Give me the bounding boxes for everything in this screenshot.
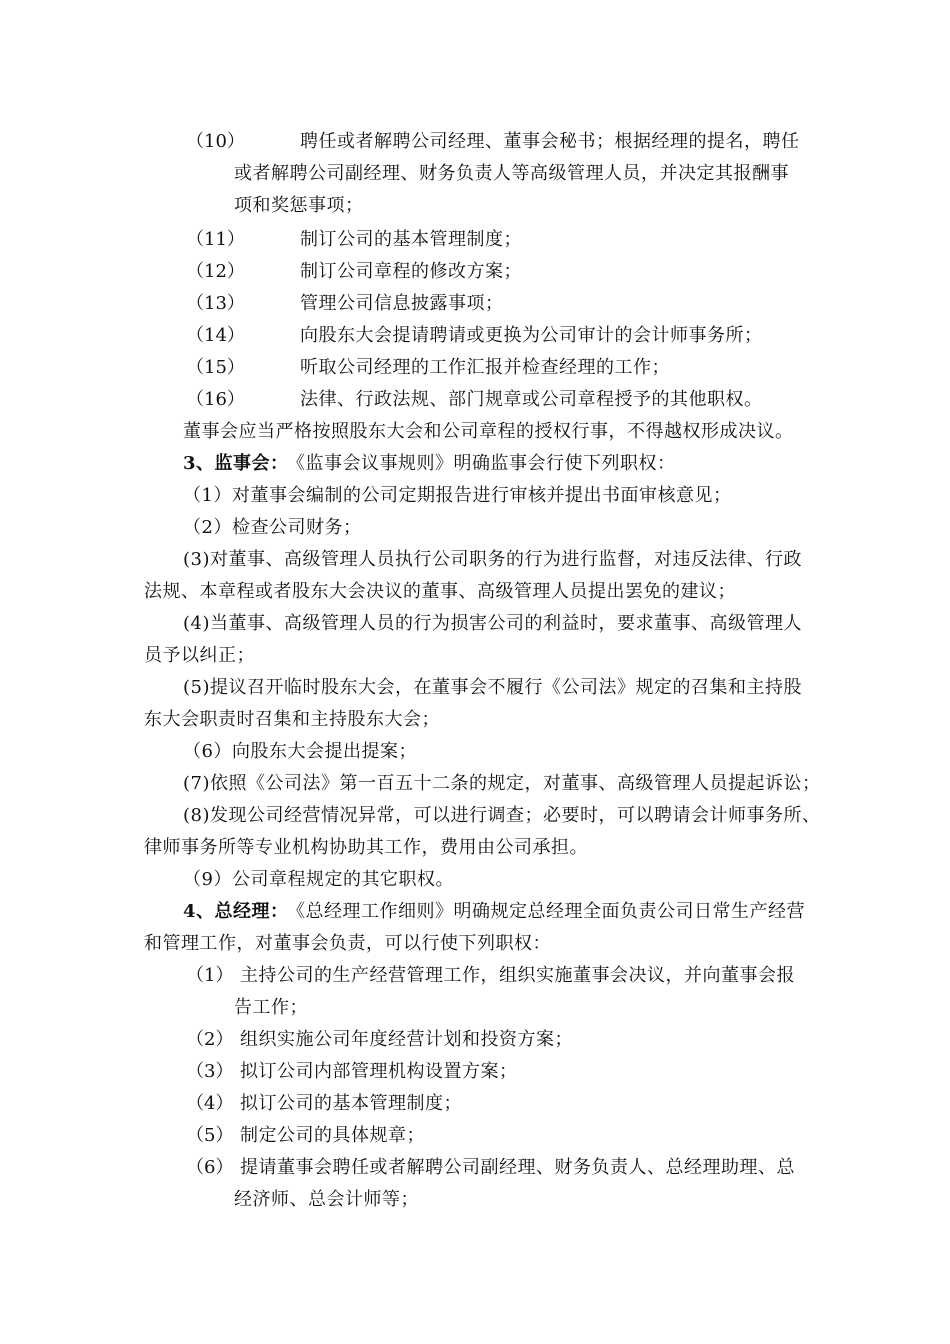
item-number: （16） — [186, 389, 245, 410]
item-text: 主持公司的生产经营管理工作，组织实施董事会决议，并向董事会报 — [240, 965, 795, 986]
list-item: (5)提议召开临时股东大会，在董事会不履行《公司法》规定的召集和主持股 — [183, 677, 802, 698]
list-item: (4)当董事、高级管理人员的行为损害公司的利益时，要求董事、高级管理人 — [183, 613, 802, 634]
item-text: 向股东大会提请聘请或更换为公司审计的会计师事务所； — [300, 325, 763, 346]
section-heading: 4、总经理： — [183, 901, 289, 922]
item-text: 听取公司经理的工作汇报并检查经理的工作； — [300, 357, 670, 378]
item-number: （3） — [186, 1061, 234, 1082]
item-number: （2） — [186, 1029, 234, 1050]
item-number: （4） — [186, 1093, 234, 1114]
section-intro: 《总经理工作细则》明确规定总经理全面负责公司日常生产经营 — [287, 901, 805, 922]
item-text: 组织实施公司年度经营计划和投资方案； — [240, 1029, 573, 1050]
item-number: （13） — [186, 293, 245, 314]
section-intro: 和管理工作，对董事会负责，可以行使下列职权： — [144, 933, 551, 954]
list-item: （9）公司章程规定的其它职权。 — [183, 869, 454, 890]
section-heading: 3、监事会： — [183, 453, 289, 474]
list-item: (7)依照《公司法》第一百五十二条的规定，对董事、高级管理人员提起诉讼； — [183, 773, 821, 794]
item-number: （1） — [186, 965, 234, 986]
item-text: 制订公司的基本管理制度； — [300, 229, 522, 250]
list-item: （2）检查公司财务； — [183, 517, 362, 538]
item-number: （10） — [186, 131, 245, 152]
list-item: (3)对董事、高级管理人员执行公司职务的行为进行监督，对违反法律、行政 — [183, 549, 802, 570]
item-text: 聘任或者解聘公司经理、董事会秘书；根据经理的提名，聘任 — [300, 131, 800, 152]
section-intro: 《监事会议事规则》明确监事会行使下列职权： — [287, 453, 676, 474]
item-number: （11） — [186, 229, 245, 250]
item-number: （14） — [186, 325, 245, 346]
item-number: （12） — [186, 261, 245, 282]
item-number: （15） — [186, 357, 245, 378]
list-item: 律师事务所等专业机构协助其工作，费用由公司承担。 — [144, 837, 588, 858]
board-closing: 董事会应当严格按照股东大会和公司章程的授权行事，不得越权形成决议。 — [183, 421, 794, 442]
item-text: 制订公司章程的修改方案； — [300, 261, 522, 282]
list-item: 东大会职责时召集和主持股东大会； — [144, 709, 440, 730]
list-item: 员予以纠正； — [144, 645, 255, 666]
item-text: 拟订公司内部管理机构设置方案； — [240, 1061, 518, 1082]
list-item: 法规、本章程或者股东大会决议的董事、高级管理人员提出罢免的建议； — [144, 581, 736, 602]
item-number: （5） — [186, 1125, 234, 1146]
item-text: 拟订公司的基本管理制度； — [240, 1093, 462, 1114]
item-text: 项和奖惩事项； — [234, 195, 364, 216]
item-number: （6） — [186, 1157, 234, 1178]
item-text: 提请董事会聘任或者解聘公司副经理、财务负责人、总经理助理、总 — [240, 1157, 795, 1178]
item-text: 或者解聘公司副经理、财务负责人等高级管理人员，并决定其报酬事 — [234, 163, 789, 184]
item-text: 管理公司信息披露事项； — [300, 293, 504, 314]
list-item: (8)发现公司经营情况异常，可以进行调查；必要时，可以聘请会计师事务所、 — [183, 805, 821, 826]
list-item: （6）向股东大会提出提案； — [183, 741, 417, 762]
list-item: （1）对董事会编制的公司定期报告进行审核并提出书面审核意见； — [183, 485, 732, 506]
item-text: 法律、行政法规、部门规章或公司章程授予的其他职权。 — [300, 389, 763, 410]
item-text: 经济师、总会计师等； — [234, 1189, 419, 1210]
item-text: 告工作； — [234, 997, 308, 1018]
item-text: 制定公司的具体规章； — [240, 1125, 425, 1146]
